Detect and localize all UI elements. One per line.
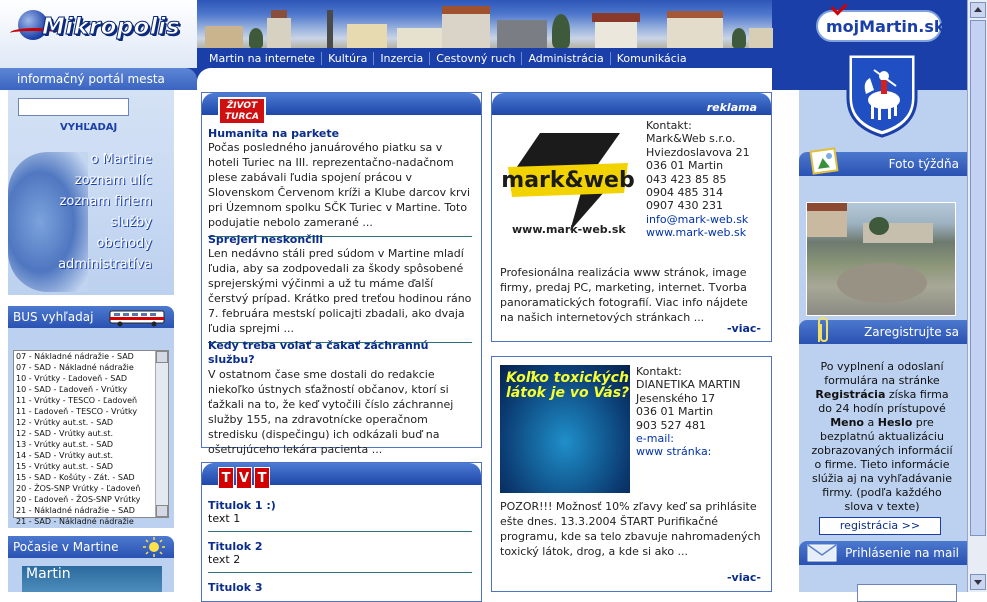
weather-title: Počasie v Martine [13,540,119,554]
photo-frame-icon [809,146,841,178]
bus-route-option[interactable]: 12 - Vrútky aut.st. - SAD [16,418,114,427]
mikropolis-logo-text: Mikropolis [42,14,180,40]
tvt-body-1: text 1 [208,512,241,525]
news-item [208,339,472,457]
dianetika-web-link[interactable]: www stránka: [636,445,712,459]
listbox-scroll-up[interactable] [156,351,168,363]
main-navigation [197,48,772,68]
tvt-body-2: text 2 [208,553,241,566]
bus-route-listbox[interactable] [13,350,169,526]
header [0,0,967,90]
scroll-down-arrow-icon[interactable] [970,574,986,590]
scroll-up-arrow-icon[interactable] [970,2,986,18]
mail-login-input[interactable] [857,584,957,602]
news-box [201,92,482,456]
bus-route-option[interactable]: 15 - Vrútky aut.st. - SAD [16,462,114,471]
mail-login-header [799,541,967,565]
photo-of-week-header [799,152,967,176]
nav-kultura[interactable]: Kultúra [322,52,374,65]
coat-of-arms-icon [844,50,920,138]
bus-icon [108,308,168,328]
listbox-scroll-down[interactable] [156,505,168,517]
markweb-url-text: www.mark-web.sk [512,223,626,236]
weather-section-header [8,536,174,558]
tvt-item [208,540,472,573]
mojmartin-logo[interactable] [800,0,967,48]
markweb-contact: Kontakt: Mark&Web s.r.o. Hviezdoslavova 21 036 01 Martin 043 423 85 85 0904 485 314 0907 430 231 info@mark-web.sk www.mark-web.sk [646,119,750,240]
bus-route-option[interactable]: 15 - SAD - Košúty - Zát. - SAD [16,473,135,482]
markweb-more-link[interactable]: -viac- [726,322,761,335]
town-photo-banner [197,0,772,48]
bus-route-option[interactable]: 13 - Vrútky aut.st. - SAD [16,440,114,449]
register-title: Zaregistrujte sa [864,325,959,339]
news-item [208,127,472,237]
mojmartin-logo-text: mojMartin.sk [826,17,945,36]
portal-label-bar [0,68,197,90]
dianetika-contact: Kontakt: DIANETIKA MARTIN Jesenského 17 036 01 Martin 903 527 481 e-mail: www stránka: [636,365,741,459]
tvt-item [208,581,472,594]
svg-text:mark&web: mark&web [501,168,635,193]
register-button[interactable]: registrácia >> [819,517,941,535]
markweb-email-link[interactable]: info@mark-web.sk [646,212,749,226]
zivot-turca-logo[interactable]: ŽIVOT TURCA [218,97,266,125]
bus-route-option[interactable]: 11 - Vrútky - TESCO - Ľadoveň [16,396,138,405]
weather-city[interactable]: Martin [22,566,162,592]
dianetika-image[interactable]: Koľko toxických látok je vo Vás? [500,365,630,493]
advertisement-dianetika [491,356,772,592]
nav-inzercia[interactable]: Inzercia [374,52,430,65]
bus-route-option[interactable]: 20 - ŽOS-SNP Vrútky - Ľadoveň [16,484,141,493]
advertisement-markweb [491,92,772,342]
bus-route-option[interactable]: 07 - SAD - Nákladné nádražie [16,363,134,372]
bus-route-option[interactable]: 21 - SAD - Nákladné nádražie [16,517,134,526]
photo-of-week-image[interactable] [806,202,956,316]
tvt-logo[interactable]: T V T [218,467,270,489]
news-item [208,233,472,343]
tvt-item [208,499,472,532]
news-body-3: V ostatnom čase sme dostali do redakcie niekoľko ústnych sťažností občanov, ktorí si ťažkali na to, že keď vytočili číslo záchrannej služby 155, na zdravotnícke operačnom stredisku (dispečingu) ich odkázali buď na ošetrujúceho lekára pacienta ... [208,368,454,456]
news-title-1[interactable]: Humanita na parkete [208,127,340,140]
envelope-icon [807,543,837,563]
dianetika-more-link[interactable]: -viac- [726,571,761,584]
bus-route-option[interactable]: 11 - Ľadoveň - TESCO - Vrútky [16,407,138,416]
scroll-thumb[interactable] [970,20,986,536]
tvt-title-3[interactable]: Titulok 3 [208,581,263,594]
search-and-menu-panel [8,90,174,295]
mail-login-title: Prihlásenie na mail [845,546,959,560]
news-title-2[interactable]: Sprejeri neskončili [208,233,324,246]
bus-route-option[interactable]: 07 - Nákladné nádražie - SAD [16,352,134,361]
bus-route-option[interactable]: 10 - Vrútky - Ľadoveň - SAD [16,374,128,383]
bus-route-list [14,351,168,527]
nav-martin-na-internete[interactable]: Martin na internete [203,52,322,65]
bus-route-option[interactable]: 20 - Ľadoveň - ŽOS-SNP Vrútky [16,495,141,504]
listbox-scrollbar[interactable] [155,351,168,517]
side-menu [8,152,174,278]
register-header [799,320,967,344]
markweb-logo[interactable] [500,127,634,237]
markweb-web-link[interactable]: www.mark-web.sk [646,226,747,240]
tvt-box [201,462,482,602]
menu-sluzby[interactable]: služby [110,215,152,230]
bus-route-option[interactable]: 12 - SAD - Vrútky aut.st. [16,429,114,438]
portal-label: informačný portál mesta [17,72,165,86]
bus-route-option[interactable]: 10 - SAD - Ľadoveň - Vrútky [16,385,128,394]
search-input[interactable] [18,98,129,116]
news-body-1: Počas posledného januárového piatku sa v hoteli Turiec na III. reprezentačno-nadačnom plese zabávali ľudia spojení prácou v Slovenskom Červenom kríži a Klube darcov krvi pri Územnom spolku SČK Turiec v Martine. Toto podujatie nebolo zamerané ... [208,141,471,229]
nav-komunikacia[interactable]: Komunikácia [616,51,687,65]
bus-title: BUS vyhľadaj [13,310,94,324]
search-button[interactable]: VYHĽADAJ [60,122,118,133]
ad-label: reklama [706,101,757,114]
dianetika-email-link[interactable]: e-mail: [636,432,675,446]
right-sidebar [799,90,967,592]
window-scrollbar[interactable] [967,0,987,592]
tvt-title-1[interactable]: Titulok 1 :) [208,499,276,512]
menu-administrativa[interactable]: administratíva [58,257,152,272]
nav-administracia[interactable]: Administrácia [522,52,610,65]
sun-icon [140,537,168,557]
bus-route-option[interactable]: 21 - Nákladné nádražie – SAD [16,506,135,515]
bus-route-option[interactable]: 14 - SAD - Vrútky aut.st. [16,451,114,460]
paperclip-icon [815,316,829,346]
mikropolis-logo[interactable] [0,0,197,68]
register-description: Po vyplnení a odoslaní formulára na stránke Registrácia získa firma do 24 hodín prístupové Meno a Heslo pre bezplatnú aktualizáciu zobrazovaných informácií o firme. Tieto informácie slúžia aj na vyhľadávanie firmy. (podľa každého slova v texte) [811,360,953,513]
bus-section-header [8,306,174,328]
tvt-title-2[interactable]: Titulok 2 [208,540,263,553]
menu-zoznam-ulic[interactable]: zoznam ulíc [74,173,152,188]
menu-zoznam-firiem[interactable]: zoznam firiem [59,194,152,209]
menu-o-martine[interactable]: o Martine [90,152,152,167]
dianetika-description: POZOR!!! Možnosť 10% zľavy keď sa prihlásite ešte dnes. 13.3.2004 ŠTART Purifikačné programu, kde sa telo zbavuje nahromadených toxický látok, drog, a kde si ako ... [500,500,761,558]
news-title-3[interactable]: Kedy treba volať a čakať záchrannú službu? [208,339,429,366]
photo-of-week-title: Foto týždňa [888,157,959,171]
mojmartin-badge [816,10,945,42]
nav-cestovny-ruch[interactable]: Cestovný ruch [430,52,522,65]
news-body-2: Len nedávno stáli pred súdom v Martine mladí ľudia, aby sa zodpovedali za škody spôsobené sprejerskými výčinmi a už tu máme ďalší čerstvý prípad. Krátko pred treťou hodinou ráno 7. februára mestskí policajti zbadali, ako dvaja ľudia sprejmi ... [208,247,472,335]
markweb-description: Profesionálna realizácia www stránok, image firmy, predaj PC, marketing, internet. Tvorba panoramatických fotografií. Viac info nájdete na našich internetových stránkach ... [500,266,748,324]
weather-box [8,558,174,592]
menu-obchody[interactable]: obchody [96,236,152,251]
